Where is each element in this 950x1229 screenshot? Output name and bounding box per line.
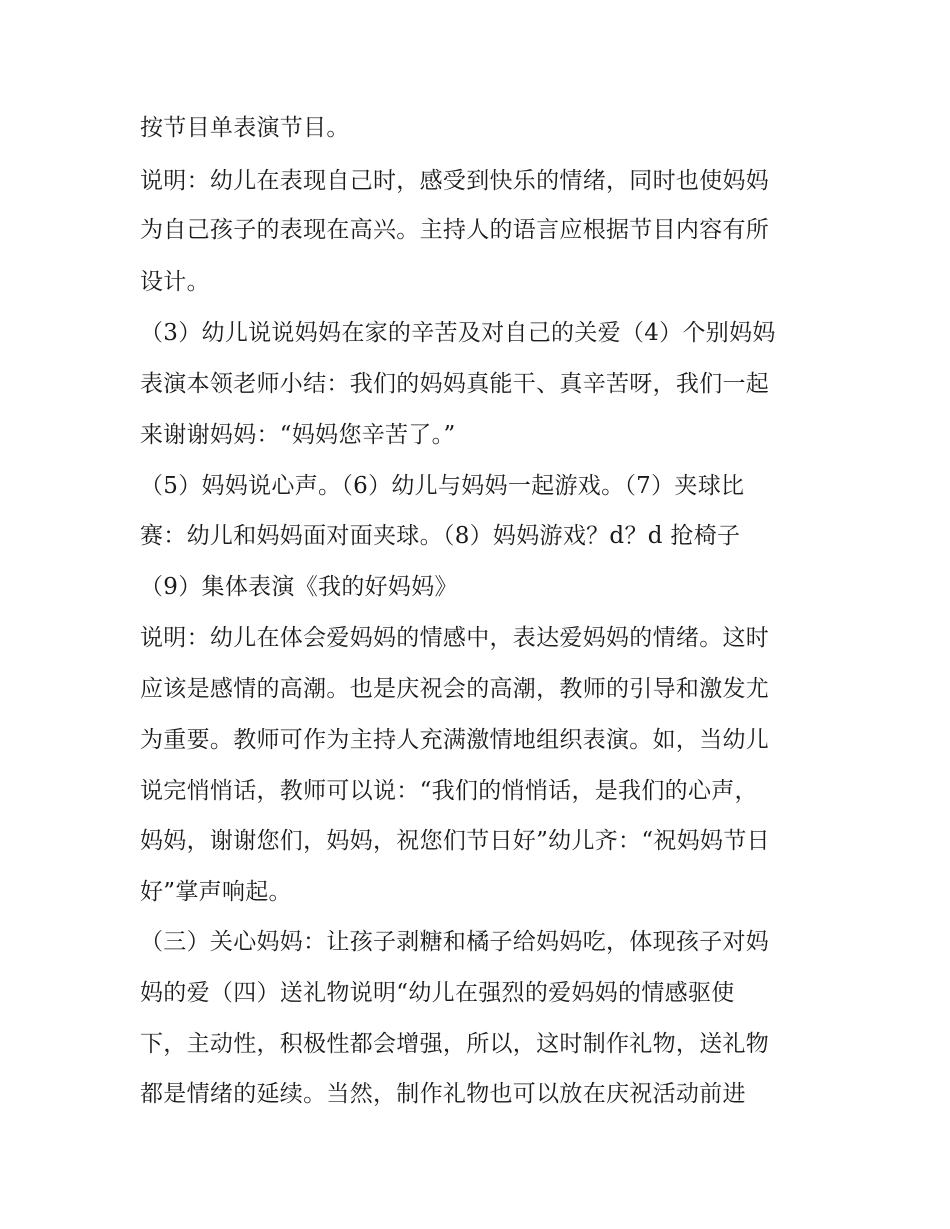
text-line: （5）妈妈说心声。（6）幼儿与妈妈一起游戏。（7）夹球比 bbox=[140, 473, 745, 499]
text-line: 好”掌声响起。 bbox=[140, 879, 292, 905]
text-line: 赛：幼儿和妈妈面对面夹球。（8）妈妈游戏？d？d 抢椅子 bbox=[140, 523, 741, 549]
text-line: 按节目单表演节目。 bbox=[140, 115, 350, 141]
text-line: 为重要。教师可作为主持人充满激情地组织表演。如，当幼儿 bbox=[140, 727, 770, 753]
text-line: 说明：幼儿在表现自己时，感受到快乐的情绪，同时也使妈妈 bbox=[140, 168, 770, 194]
text-line: （9）集体表演《我的好妈妈》 bbox=[140, 574, 458, 600]
text-line: 设计。 bbox=[140, 269, 210, 295]
text-line: （三）关心妈妈：让孩子剥糖和橘子给妈妈吃，体现孩子对妈 bbox=[140, 929, 770, 955]
text-line: 说完悄悄话，教师可以说：“我们的悄悄话，是我们的心声， bbox=[140, 778, 758, 804]
text-line: 应该是感情的高潮。也是庆祝会的高潮，教师的引导和激发尤 bbox=[140, 676, 770, 702]
text-line: 下，主动性，积极性都会增强，所以，这时制作礼物，送礼物 bbox=[140, 1031, 770, 1057]
text-line: 妈妈，谢谢您们，妈妈，祝您们节日好”幼儿齐：“祝妈妈节日 bbox=[140, 828, 770, 854]
text-line: 妈的爱（四）送礼物说明“幼儿在强烈的爱妈妈的情感驱使 bbox=[140, 980, 735, 1006]
text-line: 表演本领老师小结：我们的妈妈真能干、真辛苦呀，我们一起 bbox=[140, 371, 770, 397]
text-line: 来谢谢妈妈：“妈妈您辛苦了。” bbox=[140, 422, 456, 448]
text-line: 都是情绪的延续。当然，制作礼物也可以放在庆祝活动前进 bbox=[140, 1081, 746, 1107]
text-line: （3）幼儿说说妈妈在家的辛苦及对自己的关爱（4）个别妈妈 bbox=[140, 320, 776, 346]
text-line: 说明：幼儿在体会爱妈妈的情感中，表达爱妈妈的情绪。这时 bbox=[140, 625, 770, 651]
text-line: 为自己孩子的表现在高兴。主持人的语言应根据节目内容有所 bbox=[140, 217, 770, 243]
